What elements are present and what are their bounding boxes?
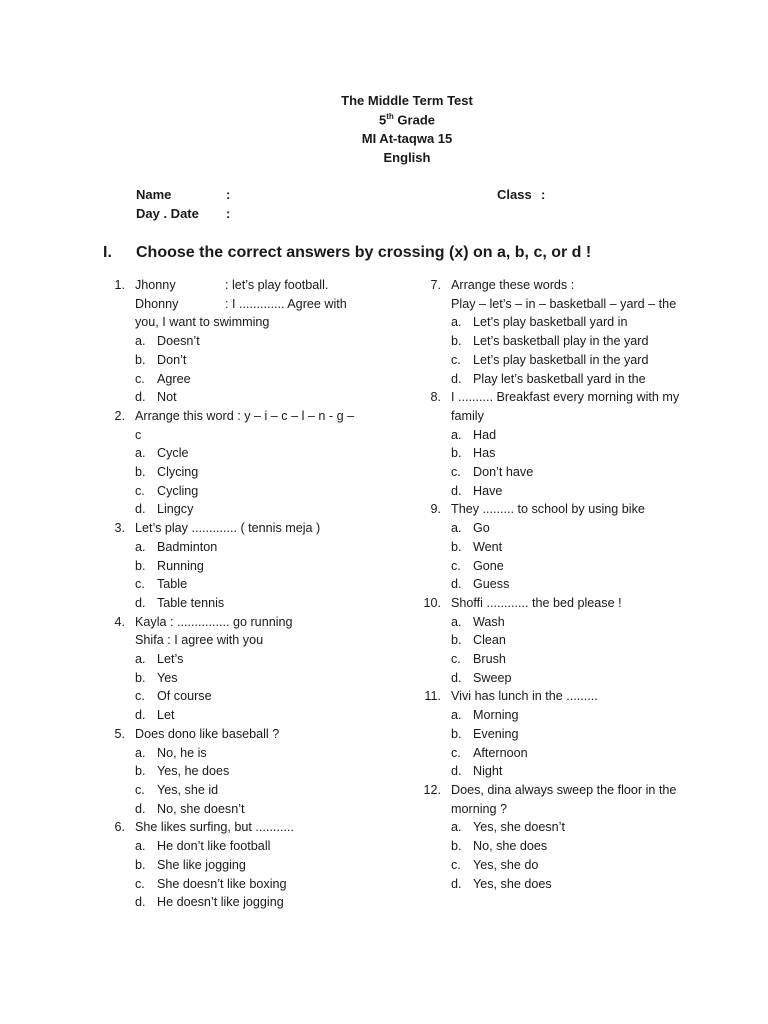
option-a[interactable]: [451, 613, 691, 632]
option-letter: b.: [451, 726, 462, 741]
dialog-text: : let’s play football.: [225, 278, 329, 292]
option-text: Guess: [473, 577, 510, 592]
option-text: No, he is: [157, 745, 207, 760]
question-text: I .......... Breakfast every morning with my family: [451, 390, 680, 423]
question-6: [105, 818, 370, 912]
question-number: 7.: [430, 278, 441, 292]
option-letter: b.: [451, 539, 462, 554]
option-text: Yes, he does: [157, 764, 230, 779]
option-text: Play let’s basketball yard in the: [473, 371, 646, 386]
section-instruction: Choose the correct answers by crossing (x) on a, b, c, or d !: [136, 244, 592, 261]
option-d[interactable]: [451, 370, 691, 389]
option-d[interactable]: [135, 594, 370, 613]
questions-right-column: [421, 276, 691, 893]
option-a[interactable]: [135, 444, 370, 463]
option-letter: b.: [135, 857, 146, 872]
option-letter: c.: [135, 577, 145, 592]
option-c[interactable]: [451, 557, 691, 576]
option-text: Went: [473, 539, 503, 554]
question-number: 4.: [114, 614, 125, 629]
day-date-colon: :: [226, 206, 231, 221]
option-text: Yes, she does: [473, 876, 552, 891]
option-text: Clean: [473, 633, 506, 648]
option-letter: a.: [451, 708, 462, 723]
option-d[interactable]: [135, 800, 370, 819]
day-date-label: Day . Date: [136, 206, 199, 221]
option-letter: a.: [135, 839, 146, 854]
option-text: No, she doesn’t: [157, 801, 245, 816]
option-a[interactable]: [135, 650, 370, 669]
option-text: Yes: [157, 670, 178, 685]
questions-left-column: [105, 276, 370, 912]
question-7: [421, 276, 691, 388]
option-text: Afternoon: [473, 745, 528, 760]
option-letter: d.: [451, 577, 462, 592]
option-b[interactable]: [451, 332, 691, 351]
option-letter: a.: [451, 315, 462, 330]
option-letter: c.: [451, 857, 461, 872]
question-text-line2: Play – let’s – in – basketball – yard – the: [451, 296, 677, 311]
school-name: MI At-taqwa 15: [361, 131, 453, 146]
grade-number: 5: [379, 112, 387, 128]
option-letter: b.: [135, 764, 146, 779]
option-text: Table: [157, 577, 188, 592]
option-text: Let’s play basketball yard in: [473, 315, 628, 330]
option-b[interactable]: [135, 856, 370, 875]
option-text: Evening: [473, 726, 519, 741]
option-a[interactable]: [135, 837, 370, 856]
option-letter: d.: [451, 670, 462, 685]
question-text: Shoffi ............ the bed please !: [451, 595, 622, 610]
option-b[interactable]: [451, 631, 691, 650]
question-number: 11.: [424, 689, 441, 704]
option-letter: b.: [135, 352, 146, 367]
option-letter: d.: [135, 595, 146, 610]
option-text: Yes, she id: [157, 782, 219, 797]
option-text: Cycle: [157, 446, 189, 461]
option-d[interactable]: [451, 669, 691, 688]
option-letter: c.: [451, 352, 461, 367]
option-letter: a.: [135, 446, 146, 461]
option-text: Morning: [473, 708, 519, 723]
option-letter: c.: [451, 558, 461, 573]
option-text: Running: [157, 558, 204, 573]
option-letter: a.: [451, 820, 462, 835]
option-a[interactable]: [451, 519, 691, 538]
option-text: Table tennis: [157, 595, 225, 610]
name-colon: :: [226, 187, 231, 202]
option-letter: b.: [135, 465, 146, 480]
option-b[interactable]: [135, 557, 370, 576]
option-c[interactable]: [135, 781, 370, 800]
option-text: Badminton: [157, 539, 218, 554]
dialog-line: [135, 295, 370, 314]
option-text: Yes, she do: [473, 857, 539, 872]
option-letter: c.: [135, 876, 145, 891]
option-b[interactable]: [135, 762, 370, 781]
subject-name: English: [383, 150, 431, 165]
option-text: Let’s play basketball in the yard: [473, 352, 649, 367]
question-text-line2: Shifa : I agree with you: [135, 633, 264, 648]
option-a[interactable]: [135, 332, 370, 351]
option-c[interactable]: [135, 482, 370, 501]
option-letter: b.: [135, 670, 146, 685]
question-text: Does, dina always sweep the floor in the morning ?: [451, 782, 677, 816]
option-text: Yes, she doesn’t: [473, 820, 565, 835]
question-text: She likes surfing, but ...........: [135, 820, 294, 835]
option-text: Had: [473, 427, 497, 442]
option-d[interactable]: [451, 762, 691, 781]
question-number: 10.: [423, 595, 441, 610]
option-text: Night: [473, 764, 503, 779]
question-10: [421, 594, 691, 688]
option-letter: b.: [451, 839, 462, 854]
question-number: 12.: [423, 782, 441, 797]
option-letter: b.: [135, 558, 146, 573]
option-a[interactable]: [451, 818, 691, 837]
option-text: She like jogging: [157, 857, 246, 872]
option-c[interactable]: [135, 575, 370, 594]
option-c[interactable]: [135, 687, 370, 706]
option-letter: a.: [451, 521, 462, 536]
option-text: Let: [157, 708, 175, 723]
question-11: [421, 687, 691, 781]
question-text: Does dono like baseball ?: [135, 726, 280, 741]
question-text: you, I want to swimming: [135, 315, 270, 330]
option-b[interactable]: [135, 463, 370, 482]
question-text: Arrange this word : y – i – c – l – n - g – c: [135, 408, 355, 442]
option-letter: a.: [135, 652, 146, 667]
option-text: Doesn’t: [157, 334, 200, 349]
option-letter: d.: [135, 708, 146, 723]
class-colon: :: [541, 187, 546, 202]
section-number: I.: [103, 244, 112, 261]
option-b[interactable]: [135, 351, 370, 370]
option-c[interactable]: [451, 744, 691, 763]
option-c[interactable]: [451, 463, 691, 482]
option-text: Let’s: [157, 652, 184, 667]
option-a[interactable]: [135, 744, 370, 763]
option-a[interactable]: [451, 706, 691, 725]
grade-suffix: th: [386, 112, 394, 121]
option-text: Don’t have: [473, 465, 534, 480]
option-letter: a.: [451, 614, 462, 629]
option-text: Not: [157, 390, 177, 405]
dialog-line: [135, 276, 370, 295]
option-text: Have: [473, 483, 503, 498]
option-text: Cycling: [157, 483, 199, 498]
question-number: 6.: [114, 820, 125, 835]
option-letter: d.: [451, 483, 462, 498]
option-text: Let’s basketball play in the yard: [473, 334, 649, 349]
grade-line: [0, 112, 768, 127]
option-letter: d.: [451, 371, 462, 386]
question-12: [421, 781, 691, 893]
option-b[interactable]: [135, 669, 370, 688]
question-text: They ......... to school by using bike: [451, 502, 645, 517]
question-number: 8.: [430, 390, 441, 405]
question-5: [105, 725, 370, 819]
option-b[interactable]: [451, 837, 691, 856]
option-letter: a.: [451, 427, 462, 442]
option-b[interactable]: [451, 538, 691, 557]
option-d[interactable]: [451, 575, 691, 594]
option-b[interactable]: [451, 725, 691, 744]
speaker-name: Dhonny: [135, 296, 179, 311]
option-text: Don’t: [157, 352, 187, 367]
question-number: 3.: [114, 521, 125, 536]
class-label: Class: [497, 187, 532, 202]
option-letter: d.: [451, 764, 462, 779]
option-d[interactable]: [451, 482, 691, 501]
speaker-name: Jhonny: [135, 278, 176, 292]
question-4: [105, 613, 370, 725]
option-c[interactable]: [451, 650, 691, 669]
question-3: [105, 519, 370, 613]
option-c[interactable]: [135, 370, 370, 389]
option-text: He doesn’t like jogging: [157, 895, 284, 910]
option-letter: c.: [135, 782, 145, 797]
option-text: Sweep: [473, 670, 512, 685]
option-text: She doesn’t like boxing: [157, 876, 287, 891]
option-letter: d.: [135, 390, 146, 405]
option-letter: a.: [135, 745, 146, 760]
test-title: The Middle Term Test: [341, 93, 473, 108]
question-2: [105, 407, 370, 519]
option-letter: d.: [135, 502, 146, 517]
option-letter: c.: [451, 652, 461, 667]
option-text: No, she does: [473, 839, 548, 854]
question-9: [421, 500, 691, 594]
option-a[interactable]: [451, 426, 691, 445]
question-text: Arrange these words :: [451, 278, 575, 292]
option-text: Agree: [157, 371, 191, 386]
option-letter: d.: [135, 895, 146, 910]
question-number: 5.: [114, 726, 125, 741]
name-label: Name: [136, 187, 172, 202]
question-number: 1.: [114, 278, 125, 292]
option-text: He don’t like football: [157, 839, 271, 854]
option-c[interactable]: [451, 856, 691, 875]
option-a[interactable]: [135, 538, 370, 557]
option-letter: a.: [135, 539, 146, 554]
option-letter: a.: [135, 334, 146, 349]
option-letter: d.: [451, 876, 462, 891]
option-letter: c.: [451, 745, 461, 760]
option-d[interactable]: [135, 388, 370, 407]
option-d[interactable]: [451, 875, 691, 894]
option-text: Go: [473, 521, 490, 536]
option-b[interactable]: [451, 444, 691, 463]
question-text: Kayla : ............... go running: [135, 614, 293, 629]
option-d[interactable]: [135, 706, 370, 725]
option-letter: c.: [135, 689, 145, 704]
option-text: Brush: [473, 652, 506, 667]
option-c[interactable]: [135, 875, 370, 894]
grade-word: Grade: [397, 112, 435, 128]
question-text: Vivi has lunch in the .........: [451, 689, 598, 704]
option-text: Lingcy: [157, 502, 194, 517]
option-letter: d.: [135, 801, 146, 816]
option-text: Has: [473, 446, 496, 461]
option-a[interactable]: [451, 313, 691, 332]
option-letter: b.: [451, 446, 462, 461]
question-1: [105, 276, 370, 407]
option-d[interactable]: [135, 893, 370, 912]
option-letter: c.: [451, 465, 461, 480]
option-letter: c.: [135, 371, 145, 386]
option-d[interactable]: [135, 500, 370, 519]
question-text: Let’s play ............. ( tennis meja ): [135, 521, 321, 536]
option-c[interactable]: [451, 351, 691, 370]
option-letter: b.: [451, 633, 462, 648]
option-letter: c.: [135, 483, 145, 498]
dialog-text: : I ............. Agree with: [225, 296, 347, 311]
question-8: [421, 388, 691, 500]
option-text: Gone: [473, 558, 504, 573]
question-number: 9.: [430, 502, 441, 517]
question-number: 2.: [114, 408, 125, 423]
option-text: Wash: [473, 614, 505, 629]
option-text: Clycing: [157, 465, 199, 480]
option-text: Of course: [157, 689, 212, 704]
option-letter: b.: [451, 334, 462, 349]
